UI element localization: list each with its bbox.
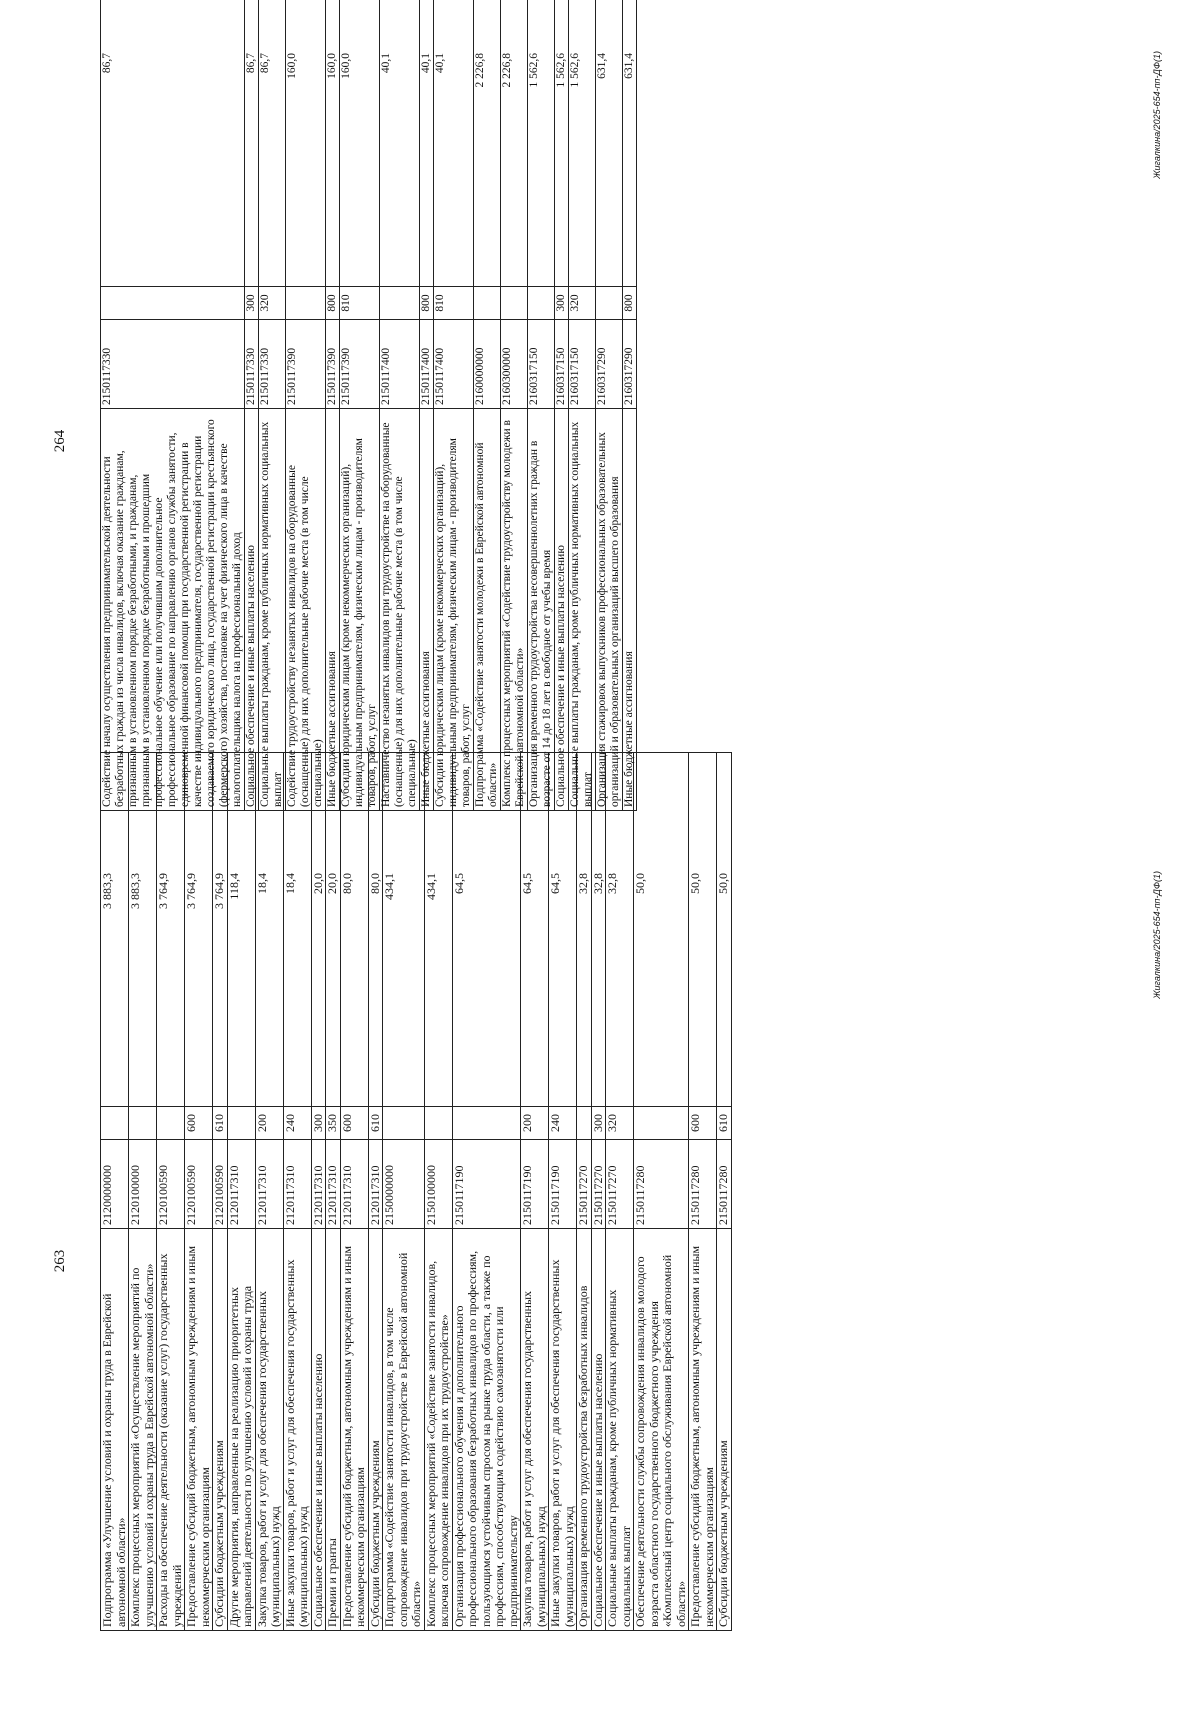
row-csr-code-cell: 2160317150 [555, 320, 569, 409]
row-amount-cell: 631,4 [623, 0, 637, 287]
row-amount-cell: 40,1 [420, 0, 434, 287]
row-csr-code-cell: 2150117280 [689, 1140, 717, 1229]
table-row [606, 753, 634, 1631]
page-footer: Жигалкина/2025-654-пп-ДФ(1) [1152, 871, 1162, 999]
table-row [383, 753, 425, 1631]
row-expense-type-cell: 800 [623, 287, 637, 320]
row-amount-cell: 64,5 [549, 753, 577, 1107]
row-amount-cell: 434,1 [383, 753, 425, 1107]
row-csr-code-cell: 2120000000 [101, 1140, 129, 1229]
row-amount-cell: 32,8 [577, 753, 592, 1107]
table-row [311, 753, 326, 1631]
table-row [286, 0, 326, 811]
row-name-cell: Иные закупки товаров, работ и услуг для обеспечения государственных (муниципальных) нужд [549, 1229, 577, 1631]
row-amount-cell: 3 883,3 [101, 753, 129, 1107]
row-amount-cell: 160,0 [340, 0, 380, 287]
table-row [689, 753, 717, 1631]
row-name-cell: Предоставление субсидий бюджетным, автономным учреждениям и иным некоммерческим организациям [185, 1229, 213, 1631]
table-row [380, 0, 420, 811]
row-csr-code-cell: 2120117310 [326, 1140, 341, 1229]
row-csr-code-cell: 2160317290 [623, 320, 637, 409]
row-amount-cell: 3 764,9 [213, 753, 228, 1107]
table-row [259, 0, 286, 811]
row-amount-cell: 64,5 [452, 753, 521, 1107]
table-row [129, 753, 157, 1631]
budget-table [100, 752, 732, 1631]
table-row [227, 753, 255, 1631]
row-name-cell: Комплекс процессных мероприятий «Осуществление мероприятий по улучшению условий и охраны труда в Еврейской автономной области» [129, 1229, 157, 1631]
row-amount-cell: 3 764,9 [185, 753, 213, 1107]
row-amount-cell: 2 226,8 [501, 0, 528, 287]
table-row [591, 753, 606, 1631]
row-amount-cell: 86,7 [259, 0, 286, 287]
row-csr-code-cell: 2150117190 [521, 1140, 549, 1229]
row-expense-type-cell: 300 [555, 287, 569, 320]
table-row [452, 753, 521, 1631]
row-name-cell: Премии и гранты [326, 1229, 341, 1631]
row-name-cell: Организация временного трудоустройства безработных инвалидов [577, 1229, 592, 1631]
row-expense-type-cell [383, 1107, 425, 1140]
row-expense-type-cell: 800 [326, 287, 340, 320]
row-name-cell: Субсидии бюджетным учреждениям [717, 1229, 732, 1631]
row-amount-cell: 32,8 [606, 753, 634, 1107]
table-row [340, 753, 368, 1631]
row-amount-cell: 1 562,6 [528, 0, 555, 287]
page-263 [0, 871, 1200, 1651]
row-expense-type-cell [528, 287, 555, 320]
row-amount-cell: 3 764,9 [157, 753, 185, 1107]
row-name-cell: Наставничество незанятых инвалидов при трудоустройстве на оборудованные (оснащенные) для них дополнительные рабочие места (в том числе специальные) [380, 409, 420, 811]
page-footer: Жигалкина/2025-654-пп-ДФ(1) [1152, 51, 1162, 179]
row-name-cell: Иные бюджетные ассигнования [326, 409, 340, 811]
table-row [326, 753, 341, 1631]
table-row [185, 753, 213, 1631]
row-csr-code-cell: 2160300000 [501, 320, 528, 409]
table-row [255, 753, 283, 1631]
row-expense-type-cell: 600 [185, 1107, 213, 1140]
table-row [549, 753, 577, 1631]
row-amount-cell: 20,0 [311, 753, 326, 1107]
row-amount-cell: 18,4 [283, 753, 311, 1107]
row-csr-code-cell: 2160317150 [569, 320, 596, 409]
table-row [623, 0, 637, 811]
row-csr-code-cell: 2120117310 [227, 1140, 255, 1229]
row-expense-type-cell [424, 1107, 452, 1140]
table-row [101, 753, 129, 1631]
row-amount-cell: 40,1 [434, 0, 474, 287]
row-csr-code-cell: 2150117400 [380, 320, 420, 409]
row-csr-code-cell: 2150117390 [340, 320, 380, 409]
row-csr-code-cell: 2150100000 [424, 1140, 452, 1229]
row-csr-code-cell: 2150117270 [591, 1140, 606, 1229]
row-expense-type-cell [577, 1107, 592, 1140]
row-name-cell: Социальное обеспечение и иные выплаты населению [555, 409, 569, 811]
budget-table [100, 0, 637, 811]
table-row [326, 0, 340, 811]
row-expense-type-cell: 240 [283, 1107, 311, 1140]
row-csr-code-cell: 2150117190 [452, 1140, 521, 1229]
row-csr-code-cell: 2160317290 [596, 320, 623, 409]
row-csr-code-cell: 2120117310 [368, 1140, 383, 1229]
table-row [283, 753, 311, 1631]
row-expense-type-cell [157, 1107, 185, 1140]
row-csr-code-cell: 2120117310 [255, 1140, 283, 1229]
row-csr-code-cell: 2160317150 [528, 320, 555, 409]
row-amount-cell: 18,4 [255, 753, 283, 1107]
table-row [521, 753, 549, 1631]
row-name-cell: Предоставление субсидий бюджетным, автономным учреждениям и иным некоммерческим организациям [340, 1229, 368, 1631]
row-name-cell: Субсидии бюджетным учреждениям [213, 1229, 228, 1631]
row-expense-type-cell [501, 287, 528, 320]
row-csr-code-cell: 2120100590 [213, 1140, 228, 1229]
table-row [340, 0, 380, 811]
row-name-cell: Другие мероприятия, направленные на реализацию приоритетных направлений деятельности по улучшению условий и охраны труда [227, 1229, 255, 1631]
row-expense-type-cell: 320 [569, 287, 596, 320]
row-amount-cell: 434,1 [424, 753, 452, 1107]
row-name-cell: Социальные выплаты гражданам, кроме публичных нормативных социальных выплат [569, 409, 596, 811]
row-expense-type-cell: 600 [689, 1107, 717, 1140]
row-name-cell: Закупка товаров, работ и услуг для обеспечения государственных (муниципальных) нужд [255, 1229, 283, 1631]
row-name-cell: Социальные выплаты гражданам, кроме публичных нормативных социальных выплат [606, 1229, 634, 1631]
row-expense-type-cell: 320 [606, 1107, 634, 1140]
row-csr-code-cell: 2150117270 [577, 1140, 592, 1229]
row-expense-type-cell [286, 287, 326, 320]
table-row [368, 753, 383, 1631]
table-row [577, 753, 592, 1631]
table-row [434, 0, 474, 811]
row-csr-code-cell: 2150117270 [606, 1140, 634, 1229]
row-csr-code-cell: 2120100000 [129, 1140, 157, 1229]
row-name-cell: Социальное обеспечение и иные выплаты населению [311, 1229, 326, 1631]
row-amount-cell: 1 562,6 [569, 0, 596, 287]
table-row [213, 753, 228, 1631]
table-row [717, 753, 732, 1631]
row-name-cell: Организация профессионального обучения и дополнительного профессионального образования безработных инвалидов по профессиям, пользующимся устойчивым спросом на рынке труда области, а также по профессиям, способствующим содействию самозанятости или предпринимательству [452, 1229, 521, 1631]
table-row [634, 753, 689, 1631]
row-amount-cell: 86,7 [101, 0, 245, 287]
row-name-cell: Расходы на обеспечение деятельности (оказание услуг) государственных учреждений [157, 1229, 185, 1631]
row-expense-type-cell: 600 [340, 1107, 368, 1140]
row-expense-type-cell: 610 [213, 1107, 228, 1140]
row-name-cell: Организация стажировок выпускников профессиональных образовательных организаций и образовательных организаций высшего образования [596, 409, 623, 811]
row-name-cell: Субсидии юридическим лицам (кроме некоммерческих организаций), индивидуальным предпринимателям, физическим лицам - производителям товаров, работ, услуг [434, 409, 474, 811]
row-name-cell: Иные закупки товаров, работ и услуг для обеспечения государственных (муниципальных) нужд [283, 1229, 311, 1631]
row-name-cell: Подпрограмма «Содействие занятости инвалидов, в том числе сопровождение инвалидов при трудоустройстве в Еврейской автономной области» [383, 1229, 425, 1631]
row-amount-cell: 160,0 [326, 0, 340, 287]
row-name-cell: Закупка товаров, работ и услуг для обеспечения государственных (муниципальных) нужд [521, 1229, 549, 1631]
row-amount-cell: 40,1 [380, 0, 420, 287]
row-name-cell: Социальное обеспечение и иные выплаты населению [245, 409, 259, 811]
row-expense-type-cell: 300 [311, 1107, 326, 1140]
row-expense-type-cell: 350 [326, 1107, 341, 1140]
row-amount-cell: 86,7 [245, 0, 259, 287]
row-expense-type-cell: 200 [521, 1107, 549, 1140]
row-amount-cell: 80,0 [368, 753, 383, 1107]
row-name-cell: Организация временного трудоустройства несовершеннолетних граждан в возрасте от 14 до 18 лет в свободное от учебы время [528, 409, 555, 811]
row-amount-cell: 50,0 [634, 753, 689, 1107]
table-row [424, 753, 452, 1631]
row-expense-type-cell: 300 [245, 287, 259, 320]
row-name-cell: Подпрограмма «Улучшение условий и охраны труда в Еврейской автономной области» [101, 1229, 129, 1631]
table-row [555, 0, 569, 811]
row-amount-cell: 32,8 [591, 753, 606, 1107]
row-csr-code-cell: 2150117400 [434, 320, 474, 409]
row-amount-cell: 3 883,3 [129, 753, 157, 1107]
row-expense-type-cell: 610 [368, 1107, 383, 1140]
row-csr-code-cell: 2150117330 [245, 320, 259, 409]
row-csr-code-cell: 2120117310 [311, 1140, 326, 1229]
row-amount-cell: 80,0 [340, 753, 368, 1107]
row-name-cell: Предоставление субсидий бюджетным, автономным учреждениям и иным некоммерческим организациям [689, 1229, 717, 1631]
row-expense-type-cell [596, 287, 623, 320]
row-csr-code-cell: 2150117390 [286, 320, 326, 409]
row-expense-type-cell: 810 [340, 287, 380, 320]
row-csr-code-cell: 2120117310 [283, 1140, 311, 1229]
table-row [245, 0, 259, 811]
row-amount-cell: 20,0 [326, 753, 341, 1107]
row-expense-type-cell [227, 1107, 255, 1140]
page-264 [0, 51, 1200, 831]
row-amount-cell: 631,4 [596, 0, 623, 287]
row-name-cell: Субсидии бюджетным учреждениям [368, 1229, 383, 1631]
table-row [157, 753, 185, 1631]
row-amount-cell: 160,0 [286, 0, 326, 287]
row-name-cell: Субсидии юридическим лицам (кроме некоммерческих организаций), индивидуальным предпринимателям, физическим лицам - производителям товаров, работ, услуг [340, 409, 380, 811]
row-expense-type-cell: 200 [255, 1107, 283, 1140]
row-csr-code-cell: 2150117280 [717, 1140, 732, 1229]
table-row [474, 0, 501, 811]
row-expense-type-cell [452, 1107, 521, 1140]
table-row [420, 0, 434, 811]
row-expense-type-cell: 810 [434, 287, 474, 320]
row-expense-type-cell [129, 1107, 157, 1140]
row-name-cell: Содействие началу осуществления предпринимательской деятельности безработных граждан из числа инвалидов, включая оказание гражданам, признанным в установленном порядке безработными, и гражданам, признанным в установленном порядке безработными и прошедшим профессиональное обучение или получившим дополнительное профессиональное образование по направлению органов службы занятости, единовременной финансовой помощи при государственной регистрации в качестве индивидуального предпринимателя, государственной регистрации создаваемого юридического лица, государственной регистрации крестьянского (фермерского) хозяйства, постановке на учет физического лица в качестве налогоплательщика налога на профессиональный доход [101, 409, 245, 811]
row-expense-type-cell [101, 1107, 129, 1140]
table-row [596, 0, 623, 811]
row-name-cell: Комплекс процессных мероприятий «Содействие трудоустройству молодежи в Еврейской автономной области» [501, 409, 528, 811]
row-name-cell: Иные бюджетные ассигнования [623, 409, 637, 811]
row-csr-code-cell: 2150000000 [383, 1140, 425, 1229]
row-csr-code-cell: 2160000000 [474, 320, 501, 409]
row-expense-type-cell [474, 287, 501, 320]
row-csr-code-cell: 2150117280 [634, 1140, 689, 1229]
page-number: 263 [52, 1249, 68, 1273]
row-name-cell: Иные бюджетные ассигнования [420, 409, 434, 811]
table-row [569, 0, 596, 811]
row-csr-code-cell: 2150117390 [326, 320, 340, 409]
row-expense-type-cell [101, 287, 245, 320]
row-csr-code-cell: 2150117400 [420, 320, 434, 409]
row-name-cell: Подпрограмма «Содействие занятости молодежи в Еврейской автономной области» [474, 409, 501, 811]
row-expense-type-cell: 240 [549, 1107, 577, 1140]
row-expense-type-cell: 320 [259, 287, 286, 320]
row-csr-code-cell: 2150117190 [549, 1140, 577, 1229]
row-amount-cell: 64,5 [521, 753, 549, 1107]
row-csr-code-cell: 2120100590 [157, 1140, 185, 1229]
row-csr-code-cell: 2150117330 [259, 320, 286, 409]
row-expense-type-cell [380, 287, 420, 320]
page-number: 264 [52, 429, 68, 453]
row-expense-type-cell: 300 [591, 1107, 606, 1140]
row-name-cell: Содействие трудоустройству незанятых инвалидов на оборудованные (оснащенные) для них дополнительные рабочие места (в том числе специальные) [286, 409, 326, 811]
row-csr-code-cell: 2150117330 [101, 320, 245, 409]
row-amount-cell: 118,4 [227, 753, 255, 1107]
row-name-cell: Социальные выплаты гражданам, кроме публичных нормативных социальных выплат [259, 409, 286, 811]
table-row [501, 0, 528, 811]
row-amount-cell: 1 562,6 [555, 0, 569, 287]
row-name-cell: Обеспечение деятельности службы сопровождения инвалидов молодого возраста областного государственного бюджетного учреждения «Комплексный центр социального обслуживания Еврейской автономной области» [634, 1229, 689, 1631]
row-csr-code-cell: 2120117310 [340, 1140, 368, 1229]
row-name-cell: Комплекс процессных мероприятий «Содействие занятости инвалидов, включая сопровождение инвалидов при их трудоустройстве» [424, 1229, 452, 1631]
row-amount-cell: 2 226,8 [474, 0, 501, 287]
table-row [528, 0, 555, 811]
row-expense-type-cell: 610 [717, 1107, 732, 1140]
row-amount-cell: 50,0 [689, 753, 717, 1107]
row-amount-cell: 50,0 [717, 753, 732, 1107]
row-expense-type-cell: 800 [420, 287, 434, 320]
row-name-cell: Социальное обеспечение и иные выплаты населению [591, 1229, 606, 1631]
row-expense-type-cell [634, 1107, 689, 1140]
table-row [101, 0, 245, 811]
row-csr-code-cell: 2120100590 [185, 1140, 213, 1229]
